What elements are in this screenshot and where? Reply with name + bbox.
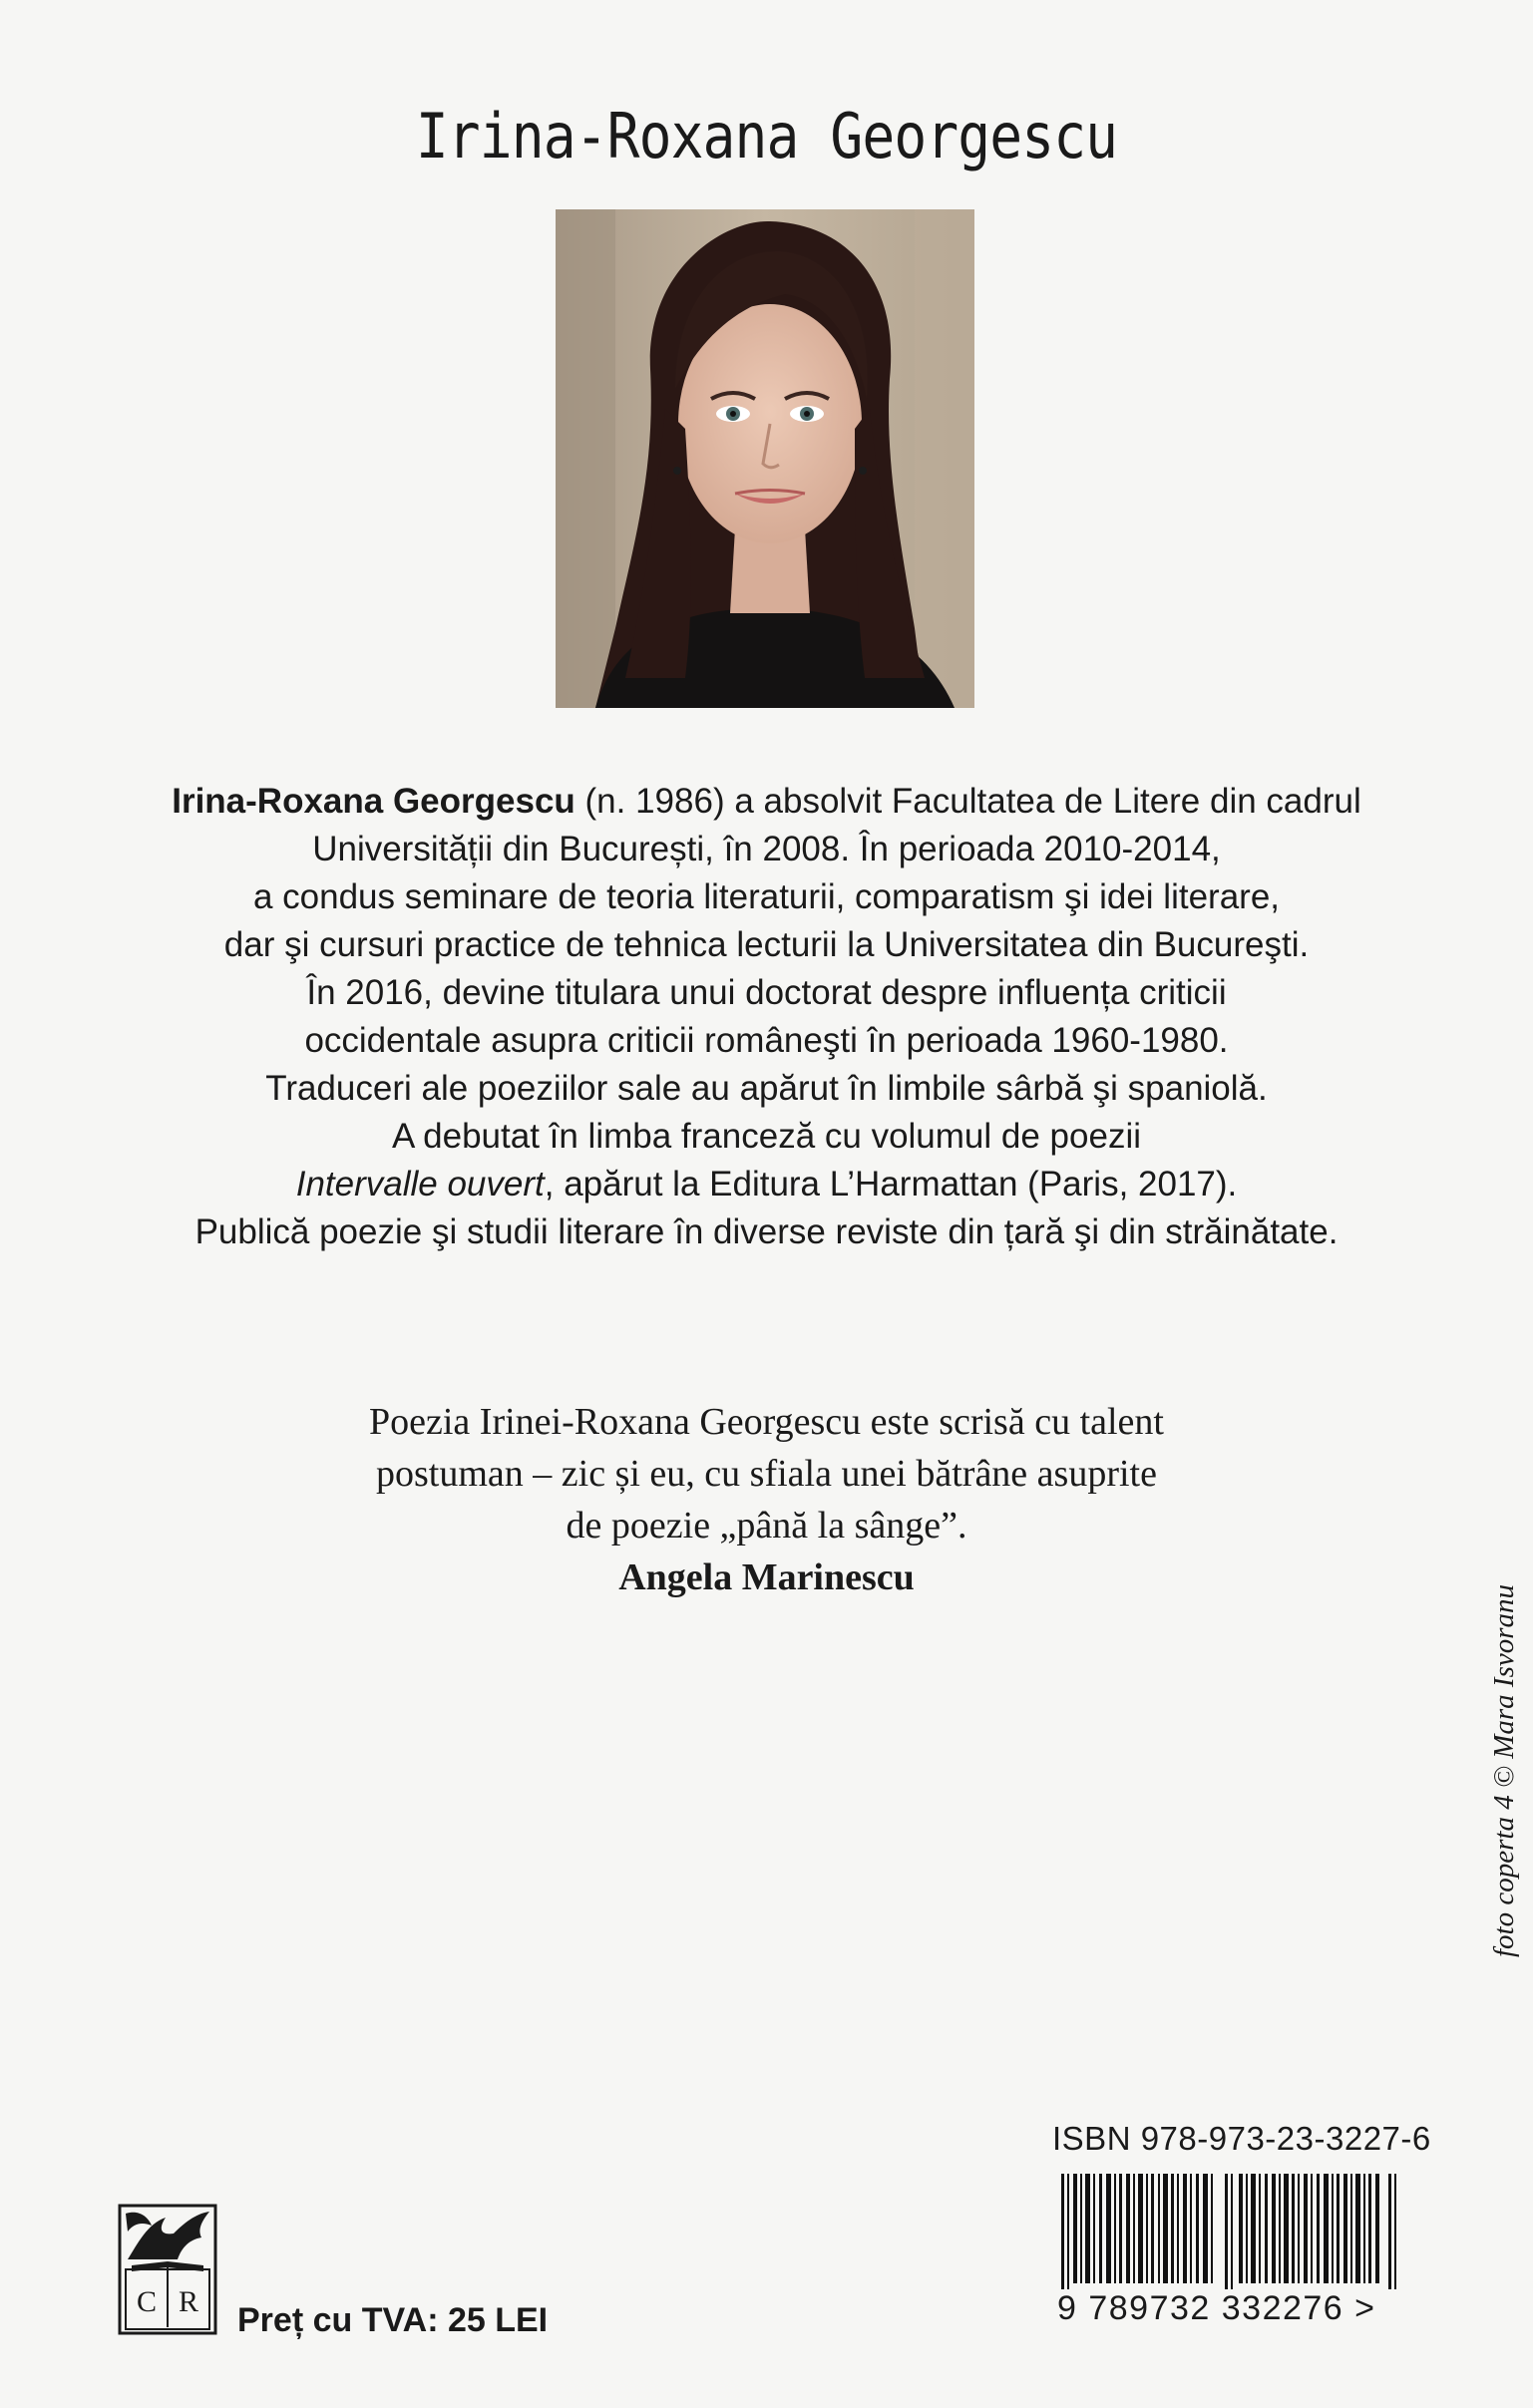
bio-line-4: dar şi cursuri practice de tehnica lecturii la Universitatea din Bucureşti. xyxy=(223,925,1310,964)
author-photo xyxy=(556,209,974,708)
publisher-logo-letter-r: R xyxy=(178,2285,199,2318)
barcode-digits: 9 789732 332276 > xyxy=(1055,2289,1416,2328)
bio-book-title: Intervalle ouvert xyxy=(295,1165,545,1204)
bio-line-1 xyxy=(100,778,1433,826)
bio-line-7: Traduceri ale poeziilor sale au apărut în limbile sârbă şi spaniolă. xyxy=(265,1069,1268,1108)
publisher-griffin-book-icon xyxy=(120,2206,215,2333)
price-label: Preț cu TVA: 25 LEI xyxy=(237,2301,549,2339)
quote-author: Angela Marinescu xyxy=(618,1556,915,1598)
blurb-quote xyxy=(199,1396,1334,1603)
bio-line-8: A debutat în limba franceză cu volumul de poezii xyxy=(392,1117,1141,1156)
bio-line-2: Universității din București, în 2008. În perioada 2010-2014, xyxy=(312,830,1221,868)
bio-line-6: occidentale asupra criticii româneşti în perioada 1960-1980. xyxy=(304,1021,1229,1060)
author-biography xyxy=(100,778,1433,1256)
publisher-logo-letter-c: C xyxy=(136,2285,158,2318)
publisher-logo xyxy=(118,2204,217,2335)
bio-line-1-rest: (n. 1986) a absolvit Facultatea de Litere din cadrul xyxy=(575,782,1361,821)
bio-line-9 xyxy=(100,1161,1433,1208)
bio-line-9-rest: , apărut la Editura L’Harmattan (Paris, 2017). xyxy=(544,1165,1238,1204)
bio-line-5: În 2016, devine titulara unui doctorat despre influența criticii xyxy=(306,973,1227,1012)
photo-credit: foto coperta 4 © Mara Isvoranu xyxy=(1488,1583,1520,1957)
quote-line-1: Poezia Irinei-Roxana Georgescu este scrisă cu talent xyxy=(369,1401,1164,1443)
quote-line-2: postuman – zic și eu, cu sfiala unei bătrâne asuprite xyxy=(376,1453,1157,1495)
bio-author-name: Irina-Roxana Georgescu xyxy=(172,782,575,821)
isbn-label: ISBN 978-973-23-3227-6 xyxy=(1052,2120,1431,2157)
bio-line-10: Publică poezie şi studii literare în diverse reviste din țară şi din străinătate. xyxy=(194,1212,1339,1251)
quote-line-3: de poezie „până la sânge”. xyxy=(566,1505,967,1547)
author-title: Irina-Roxana Georgescu xyxy=(415,100,1118,172)
author-portrait-image xyxy=(556,209,974,708)
bio-line-3: a condus seminare de teoria literaturii, comparatism şi idei literare, xyxy=(252,877,1281,916)
